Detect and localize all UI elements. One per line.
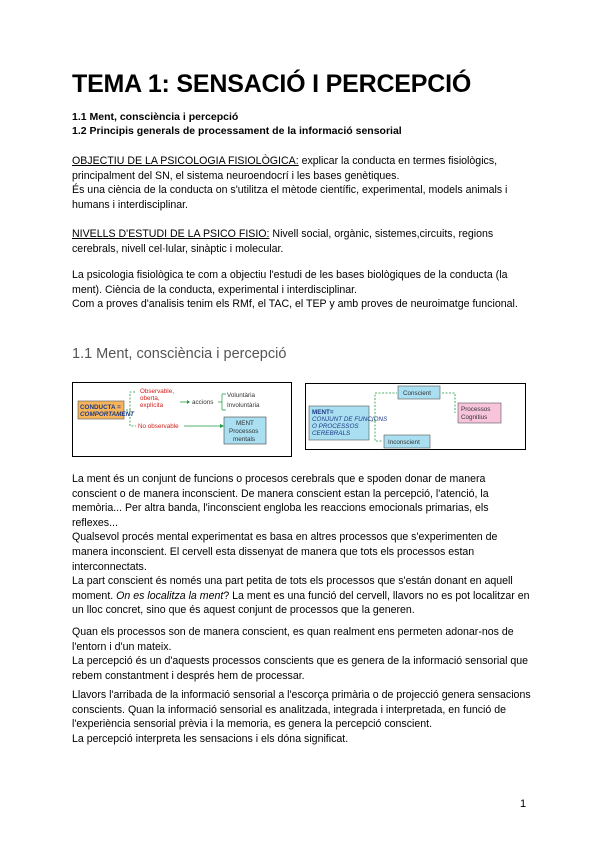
quan-line1: Quan els processos son de manera conscient, es quan realment ens permeten adonar-nos de l'entorn i d'un mateix. <box>72 626 514 653</box>
cognitius-label-2: Cognitius <box>461 414 488 421</box>
ment-def-2: CONJUNT DE FUNCIONS <box>312 416 388 423</box>
part-after: ? La ment es una funció del cervell, llavors no es pot localitzar en un lloc concret, sino que és aquest conjunt de processos que la generen. <box>72 589 530 617</box>
objectiu-paragraph <box>72 154 532 212</box>
quan-line2: La percepció és un d'aquests processos conscients que es genera de la informació sensorial que rebem constantment i després hem de processar. <box>72 655 529 682</box>
psico-paragraph <box>72 268 532 312</box>
no-observable-label: No observable <box>138 423 179 430</box>
nivells-paragraph <box>72 227 532 256</box>
conducta-label-1: CONDUCTA = <box>80 404 121 411</box>
conscient-label: Conscient <box>403 390 432 397</box>
cognitius-label-1: Processos <box>461 406 491 413</box>
accions-label: accions <box>192 399 214 406</box>
ment-line1: La ment és un conjunt de funcions o procesos cerebrals que e spoden donar de manera conscient o de manera inconscient. De manera conscient estan la percepció, l'atenció, la memòria... Per altra banda, l'inconscient engloba les reaccions emocionals primarias, els reflexes... <box>72 473 489 529</box>
llavors-line2: La percepció interpreta les sensacions i els dóna significat. <box>72 732 349 745</box>
toc-item-2: 1.2 Principis generals de processament de la informació sensorial <box>72 125 402 137</box>
ment-def-3: O PROCESSOS <box>312 423 359 430</box>
ment-label-1: MENT <box>236 420 254 427</box>
psico-line1: La psicologia fisiològica te com a objectiu l'estudi de les bases biològiques de la conducta (la ment). Ciència de la conducta, experimental i interdisciplinar. <box>72 269 508 296</box>
ment-label-2: Processos <box>229 428 259 435</box>
part-italic: On es localitza la ment <box>116 589 224 602</box>
ment-def-1: MENT= <box>312 409 334 416</box>
psico-line2: Com a proves d'analisis tenim els RMf, el TAC, el TEP y amb proves de neuroimatge funcional. <box>72 298 518 311</box>
objectiu-label: OBJECTIU DE LA PSICOLOGIA FISIOLÒGICA: <box>72 155 299 167</box>
ment-paragraph <box>72 472 532 574</box>
diagram-conducta <box>72 382 292 457</box>
conducta-label-2: COMPORTAMENT <box>80 411 134 418</box>
llavors-paragraph <box>72 688 532 746</box>
ment-label-3: mentals <box>233 436 256 443</box>
llavors-line1: Llavors l'arribada de la informació sensorial a l'escorça primària o de projecció genera sensacions conscients. Quan la informació sensorial es analitzada, integrada i interpretada, en funció de l'experiència sensorial prèvia i la memoria, es genera la percepció conscient. <box>72 689 531 731</box>
objectiu-line2: És una ciència de la conducta on s'utilitza el mètode científic, experimental, models animals i humans i interdisciplinar. <box>72 184 508 211</box>
part-before: La part conscient és només una part petita de tots els processos que s'están donant en aquell moment. <box>72 575 513 602</box>
quan-paragraph <box>72 625 532 683</box>
ment-line2: Qualsevol procés mental experimentat es basa en altres processos que s'experimenten de manera inconscient. El cervell esta dissenyat de manera que tots els processos estan interconnectats. <box>72 531 498 573</box>
involuntaria-label: Involuntària <box>227 402 260 409</box>
section-heading: 1.1 Ment, consciència i percepció <box>72 346 287 362</box>
nivells-text: Nivell social, orgànic, sistemes,circuits, regions cerebrals, nivell cel·lular, sinàptic i molecular. <box>72 228 494 255</box>
nivells-label: NIVELLS D'ESTUDI DE LA PSICO FISIO: <box>72 228 270 240</box>
objectiu-text: explicar la conducta en termes fisiològics, principalment del SN, el sistema neuroendocrí i les bases genètiques. <box>72 155 498 182</box>
voluntaria-label: Voluntària <box>227 392 256 399</box>
page-number: 1 <box>520 798 527 810</box>
toc-item-1: 1.1 Ment, consciència i percepció <box>72 111 239 123</box>
observable-label-1: Observable, <box>140 388 174 395</box>
inconscient-label: Inconscient <box>388 439 420 446</box>
part-paragraph <box>72 574 532 618</box>
observable-label-2: oberta, <box>140 395 160 402</box>
ment-def-4: CEREBRALS <box>312 430 351 437</box>
diagram-ment <box>305 383 526 450</box>
observable-label-3: explícita <box>140 402 164 409</box>
page-title: TEMA 1: SENSACIÓ I PERCEPCIÓ <box>72 70 472 98</box>
